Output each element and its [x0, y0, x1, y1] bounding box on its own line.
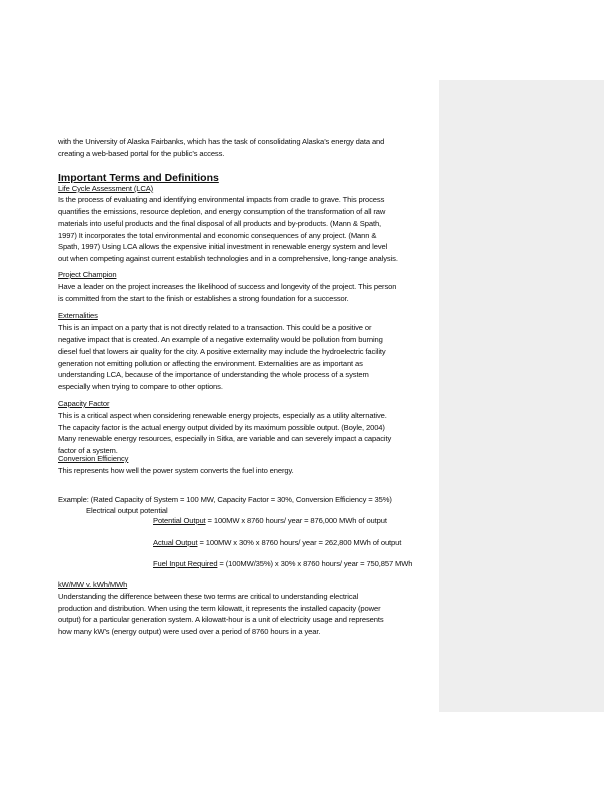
body-text: This is an impact on a party that is not directly related to a transaction. This could be a positive or [58, 323, 372, 332]
body-text: materials into useful products and the final disposal of all products and by-products. (Mann & Spath, [58, 219, 382, 228]
body-text: Understanding the difference between these two terms are critical to understanding electrical [58, 592, 359, 601]
body-text: how many kW’s (energy output) were used over a period of 8760 hours in a year. [58, 627, 321, 636]
body-text: especially when trying to compare to other options. [58, 382, 223, 391]
formula-potential-output [153, 516, 387, 526]
body-text: This represents how well the power system converts the fuel into energy. [58, 466, 294, 475]
term-title-kw-kwh: kW/MW v. kWh/MWh [58, 580, 128, 589]
body-text: output) for a particular generation system. A kilowatt-hour is a unit of electricity usage and represents [58, 615, 384, 624]
formula-label: Potential Output [153, 516, 206, 525]
body-text: generation not emitting pollution or affecting the environment. Externalities are as important as [58, 359, 363, 368]
body-text: creating a web-based portal for the public’s access. [58, 149, 225, 158]
body-text: understanding LCA, because of the importance of understanding the whole process of a system [58, 370, 369, 379]
formula-label: Actual Output [153, 538, 198, 547]
body-text: Is the process of evaluating and identifying environmental impacts from cradle to grave. This process [58, 195, 385, 204]
formula-fuel-input [153, 559, 412, 569]
formula-actual-output [153, 538, 401, 548]
body-text: Spath, 1997) Using LCA allows the expensive initial investment in renewable energy system and level [58, 242, 388, 251]
body-text: factor of a system. [58, 446, 118, 455]
body-text: This is a critical aspect when considering renewable energy projects, especially as a utility alternative. [58, 411, 387, 420]
body-text: negative impact that is created. An example of a negative externality would be pollution from burning [58, 335, 383, 344]
body-text: 1997) It incorporates the total environmental and economic consequences of any project. (Mann & [58, 231, 377, 240]
example-text: Example: (Rated Capacity of System = 100 MW, Capacity Factor = 30%, Conversion Efficiency = 35%) [58, 495, 392, 504]
term-title-project-champion: Project Champion [58, 270, 117, 279]
comment-margin-panel [439, 80, 604, 712]
formula-expression: = 100MW x 8760 hours/ year = 876,000 MWh of output [205, 516, 387, 525]
body-text: production and distribution. When using the term kilowatt, it represents the installed capacity (power [58, 604, 381, 613]
formula-label: Fuel Input Required [153, 559, 218, 568]
example-subheading: Electrical output potential [86, 506, 168, 515]
term-title-capacity-factor: Capacity Factor [58, 399, 110, 408]
section-heading: Important Terms and Definitions [58, 172, 219, 184]
body-text: Have a leader on the project increases the likelihood of success and longevity of the project. This person [58, 282, 397, 291]
formula-expression: = (100MW/35%) x 30% x 8760 hours/ year = 750,857 MWh [217, 559, 413, 568]
body-text: diesel fuel that lowers air quality for the city. A positive externality may include the hydroelectric facility [58, 347, 386, 356]
body-text: The capacity factor is the actual energy output divided by its maximum possible output. (Boyle, 2004) [58, 423, 385, 432]
term-title-conversion-efficiency: Conversion Efficiency [58, 454, 129, 463]
term-title-externalities: Externalities [58, 311, 98, 320]
formula-expression: = 100MW x 30% x 8760 hours/ year = 262,800 MWh of output [197, 538, 402, 547]
term-title-lca: Life Cycle Assessment (LCA) [58, 184, 154, 193]
body-text: is committed from the start to the finish or establishes a strong foundation for a successor. [58, 294, 349, 303]
body-text: with the University of Alaska Fairbanks, which has the task of consolidating Alaska’s energy data and [58, 137, 385, 146]
body-text: Many renewable energy resources, especially in Sitka, are variable and can severely impact a capacity [58, 434, 392, 443]
body-text: quantifies the emissions, resource depletion, and energy consumption of the transformation of all raw [58, 207, 386, 216]
body-text: out when competing against current establish technologies and in a comprehensive, long-range analysis. [58, 254, 398, 263]
